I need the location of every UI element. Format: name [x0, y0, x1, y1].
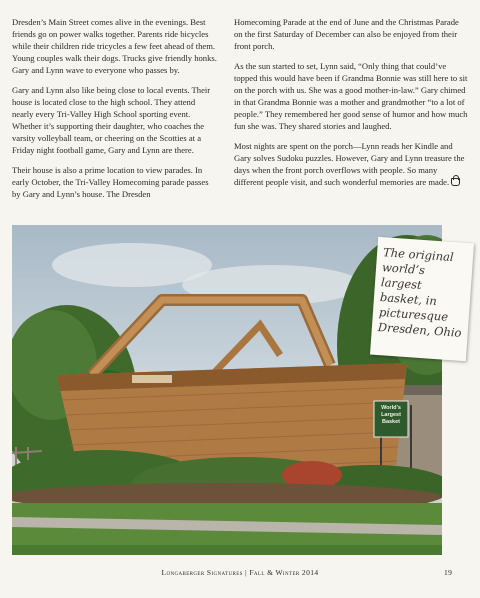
publication-name: Longaberger Signatures	[161, 568, 243, 577]
photo-caption-card	[370, 237, 474, 361]
sign-text: World’s Largest Basket	[381, 405, 401, 425]
footer-publication-line	[0, 568, 480, 577]
paragraph: Dresden’s Main Street comes alive in the evenings. Best friends go on power walks together. Parents ride bicycles while their children ride tricycles a few feet ahead of them. Young couples walk their dogs. Trucks give friendly honks. Gary and Lynn wave to everyone who passes by.	[12, 17, 217, 75]
basket-icon	[451, 178, 460, 186]
page-footer	[0, 568, 480, 582]
page-number: 19	[444, 568, 453, 577]
issue-name: Fall & Winter 2014	[249, 568, 319, 577]
paragraph: Their house is also a prime location to view parades. In early October, the Tri-Valley Homecoming parade passes by Gary and Lynn’s house. The Dresden	[12, 165, 209, 199]
paragraph	[234, 140, 468, 188]
article-left-column	[12, 16, 218, 208]
paragraph-text: Most nights are spent on the porch—Lynn reads her Kindle and Gary solves Sudoku puzzles. However, Gary and Lynn treasure the days when the front porch overflows with people. So many different people visit, and such wonderful memories are made.	[234, 141, 465, 187]
paragraph: Gary and Lynn also like being close to local events. Their house is located close to the high school. They attend nearly every Tri-Valley High School sporting event. Whether it’s supporting their daughter, who coaches the varsity volleyball team, or cheering on the Scotties at a Friday night football game, Gary and Lynn are there.	[12, 85, 211, 155]
article-right-column	[234, 16, 468, 196]
paragraph: As the sun started to set, Lynn said, “Only thing that could’ve topped this would have been if Grandma Bonnie was still here to sit on the porch with us. She was a good mother-in-law.” Gary chimed in that Grandma Bonnie was a mother and grandmother “to a lot of people.” They remembered her good sense of humor and how much fun she was. They shared stories and laughed.	[234, 61, 468, 131]
footer-separator: |	[245, 568, 248, 577]
paragraph: Homecoming Parade at the end of June and the Christmas Parade on the first Saturday of December can also be enjoyed from their front porch.	[234, 17, 459, 51]
photo-caption: The original world’s largest basket, in picturesque Dresden, Ohio	[377, 245, 462, 340]
